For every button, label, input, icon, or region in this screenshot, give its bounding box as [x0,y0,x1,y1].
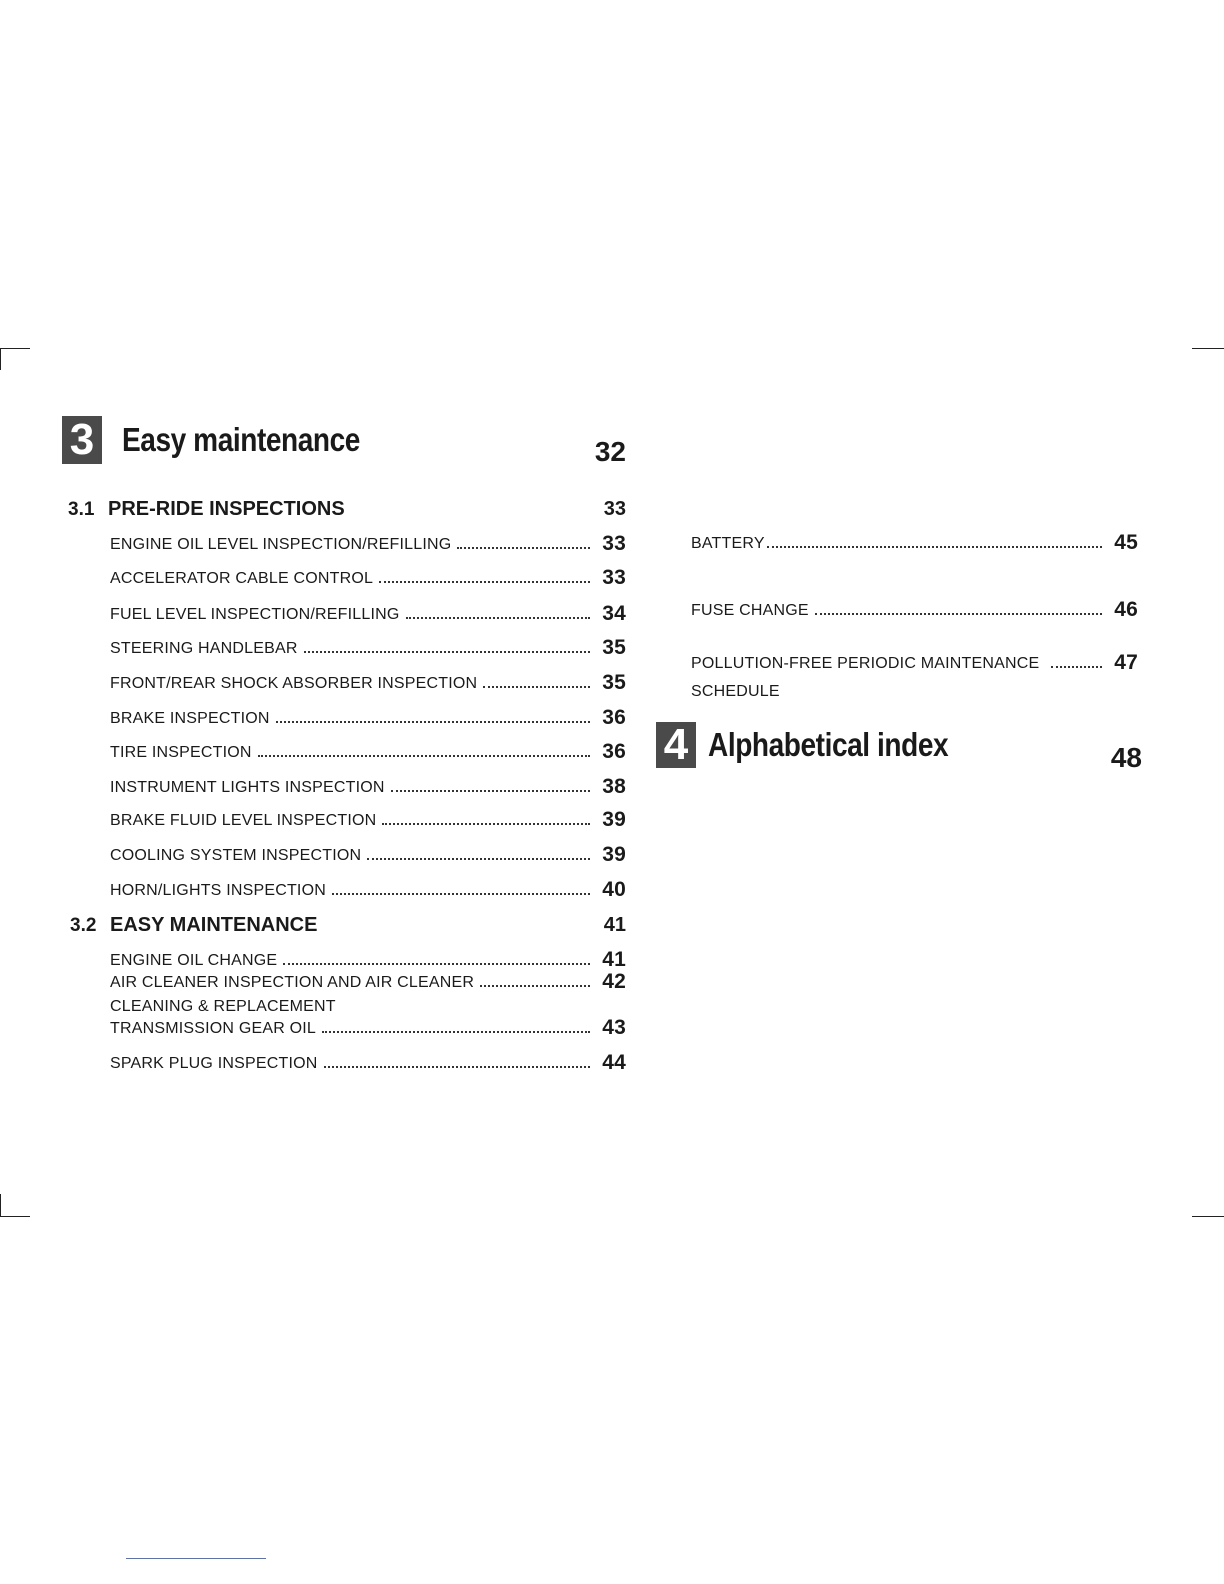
toc-entry-page: 45 [1114,531,1138,554]
dot-leader [367,858,590,860]
chapter-4-heading [656,722,991,768]
dot-leader [406,617,590,619]
toc-entry-label: FUEL LEVEL INSPECTION/REFILLING [110,606,400,623]
dot-leader [483,686,590,688]
toc-entry[interactable] [110,534,626,554]
crop-mark-bottom-left-h [0,1216,30,1217]
toc-entry-page: 46 [1114,598,1138,621]
chapter-title: Easy maintenance [122,421,360,458]
dot-leader [480,985,590,987]
toc-entry-page: 39 [602,808,626,831]
toc-entry-label: BRAKE INSPECTION [110,710,270,727]
section-number: 3.2 [70,915,97,936]
toc-entry-label: SCHEDULE [691,683,780,700]
toc-entry-label: ACCELERATOR CABLE CONTROL [110,570,374,587]
toc-entry[interactable] [110,604,626,624]
dot-leader [391,790,590,792]
toc-entry[interactable] [110,708,626,728]
chapter-title: Alphabetical index [708,726,949,763]
chapter-3-heading [62,416,402,464]
dot-leader [815,613,1102,615]
toc-entry-label: POLLUTION-FREE PERIODIC MAINTENANCE [691,655,1040,672]
dot-leader [258,755,590,757]
chapter-number-badge: 3 [62,416,102,464]
toc-entry-page: 38 [602,775,626,798]
section-3-1-heading [68,498,626,521]
toc-entry-label: BRAKE FLUID LEVEL INSPECTION [110,812,377,829]
toc-entry-page: 47 [1114,651,1138,674]
toc-entry-label: COOLING SYSTEM INSPECTION [110,847,362,864]
dot-leader [322,1031,590,1033]
toc-entry-page: 41 [602,948,626,971]
section-title: EASY MAINTENANCE [110,914,318,936]
chapter-3-page: 32 [594,436,626,467]
dot-leader [1051,666,1102,668]
toc-entry[interactable] [110,638,626,658]
toc-entry-label: FRONT/REAR SHOCK ABSORBER INSPECTION [110,675,478,692]
toc-entry-label: TRANSMISSION GEAR OIL [110,1020,317,1037]
crop-mark-bottom-left-v [0,1194,1,1216]
section-title: PRE-RIDE INSPECTIONS [108,498,345,520]
crop-mark-top-left-h [0,348,30,349]
toc-entry-page: 44 [602,1051,626,1074]
toc-entry-continuation [691,683,1138,701]
dot-leader [379,581,590,583]
toc-entry-label: INSTRUMENT LIGHTS INSPECTION [110,779,385,796]
toc-entry-label: TIRE INSPECTION [110,744,252,761]
toc-entry-label: HORN/LIGHTS INSPECTION [110,882,326,899]
toc-entry[interactable] [110,810,626,830]
toc-entry[interactable] [110,777,626,797]
crop-mark-top-left-v [0,348,1,370]
dot-leader [332,893,590,895]
toc-entry-page: 43 [602,1016,626,1039]
toc-entry[interactable] [110,673,626,693]
dot-leader [276,721,590,723]
toc-entry-page: 35 [602,671,626,694]
dot-leader [324,1066,590,1068]
toc-entry-page: 33 [602,532,626,555]
toc-entry[interactable] [110,1053,626,1073]
crop-mark-bottom-right-h [1192,1216,1224,1217]
section-page: 33 [603,498,626,520]
toc-entry-page: 39 [602,843,626,866]
toc-entry-label: CLEANING & REPLACEMENT [110,998,336,1015]
crop-mark-top-right-h [1192,348,1224,349]
toc-entry-label: SPARK PLUG INSPECTION [110,1055,318,1072]
toc-entry-label: FUSE CHANGE [691,602,809,619]
toc-entry[interactable] [691,653,1138,673]
chapter-number-badge: 4 [656,722,696,768]
toc-entry[interactable] [110,972,626,992]
dot-leader [304,651,590,653]
toc-entry[interactable] [691,600,1138,620]
toc-entry-label: STEERING HANDLEBAR [110,640,298,657]
toc-entry-page: 42 [602,970,626,993]
footer-link-line [126,1558,266,1559]
toc-entry-page: 36 [602,706,626,729]
chapter-4-page: 48 [1110,742,1142,773]
toc-entry[interactable] [110,950,626,970]
section-number: 3.1 [68,499,95,520]
section-3-2-heading [70,914,626,937]
toc-entry[interactable] [691,533,1138,553]
dot-leader [767,546,1102,548]
toc-entry-label: BATTERY [691,535,765,552]
toc-entry[interactable] [110,742,626,762]
toc-entry-label: AIR CLEANER INSPECTION AND AIR CLEANER [110,974,475,991]
section-page: 41 [603,914,626,936]
dot-leader [283,963,590,965]
toc-entry-page: 34 [602,602,626,625]
toc-entry-page: 40 [602,878,626,901]
dot-leader [382,823,590,825]
toc-entry[interactable] [110,568,626,588]
toc-entry-page: 36 [602,740,626,763]
toc-entry-label: ENGINE OIL CHANGE [110,952,278,969]
toc-entry[interactable] [110,845,626,865]
dot-leader [457,547,590,549]
toc-entry[interactable] [110,880,626,900]
toc-entry[interactable] [110,1018,626,1038]
toc-entry-page: 33 [602,566,626,589]
toc-entry-page: 35 [602,636,626,659]
toc-entry-label: ENGINE OIL LEVEL INSPECTION/REFILLING [110,536,452,553]
toc-entry-continuation [110,998,626,1016]
